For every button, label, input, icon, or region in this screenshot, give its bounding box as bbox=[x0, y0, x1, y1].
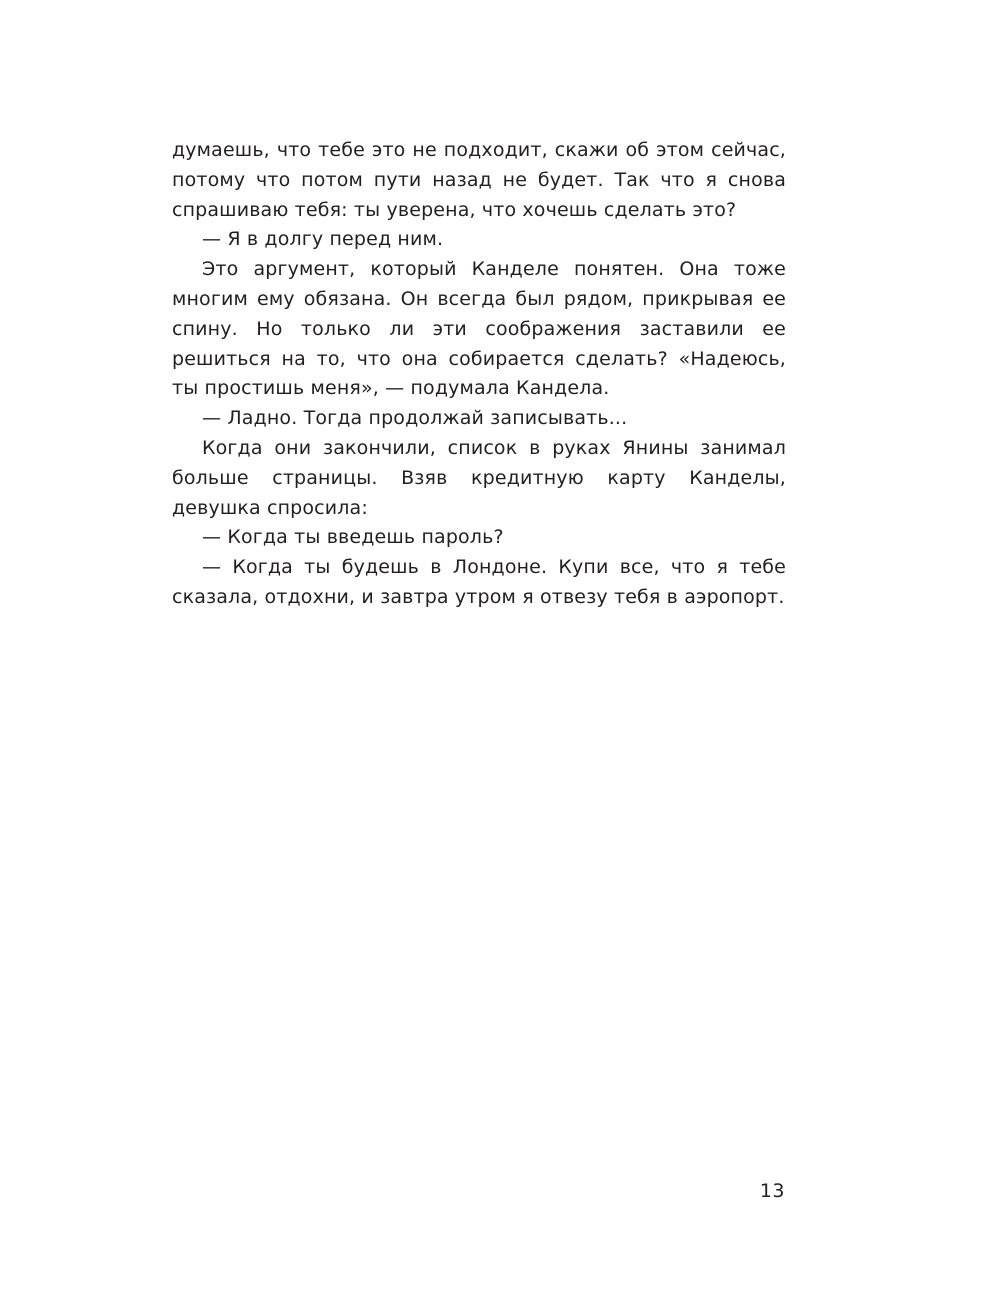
dialogue-line: — Я в долгу перед ним. bbox=[202, 228, 444, 251]
page-number: 13 bbox=[759, 1180, 785, 1202]
body-text bbox=[172, 136, 786, 613]
dialogue-line: — Когда ты введешь пароль? bbox=[202, 526, 504, 549]
dialogue-line: — Ладно. Тогда продолжай записывать... bbox=[202, 407, 628, 430]
dialogue-line: — Когда ты будешь в Лондоне. Купи все, что я тебе сказала, отдохни, и завтра утром я отвезу тебя в аэропорт. bbox=[172, 556, 786, 608]
paragraph-continuation: думаешь, что тебе это не подходит, скажи об этом сейчас, потому что потом пути назад не будет. Так что я снова спрашиваю тебя: ты уверена, что хочешь сделать это? bbox=[172, 139, 786, 221]
narrative-paragraph: Когда они закончили, список в руках Янины занимал больше страницы. Взяв кредитную карту Канделы, девушка спросила: bbox=[172, 436, 786, 519]
narrative-paragraph: Это аргумент, который Канделе понятен. Она тоже многим ему обязана. Он всегда был рядом, прикрывая ее спину. Но только ли эти соображения заставили ее решиться на то, что она собирается сделать? «Надеюсь, ты простишь меня», — подумала Кандела. bbox=[172, 258, 786, 400]
